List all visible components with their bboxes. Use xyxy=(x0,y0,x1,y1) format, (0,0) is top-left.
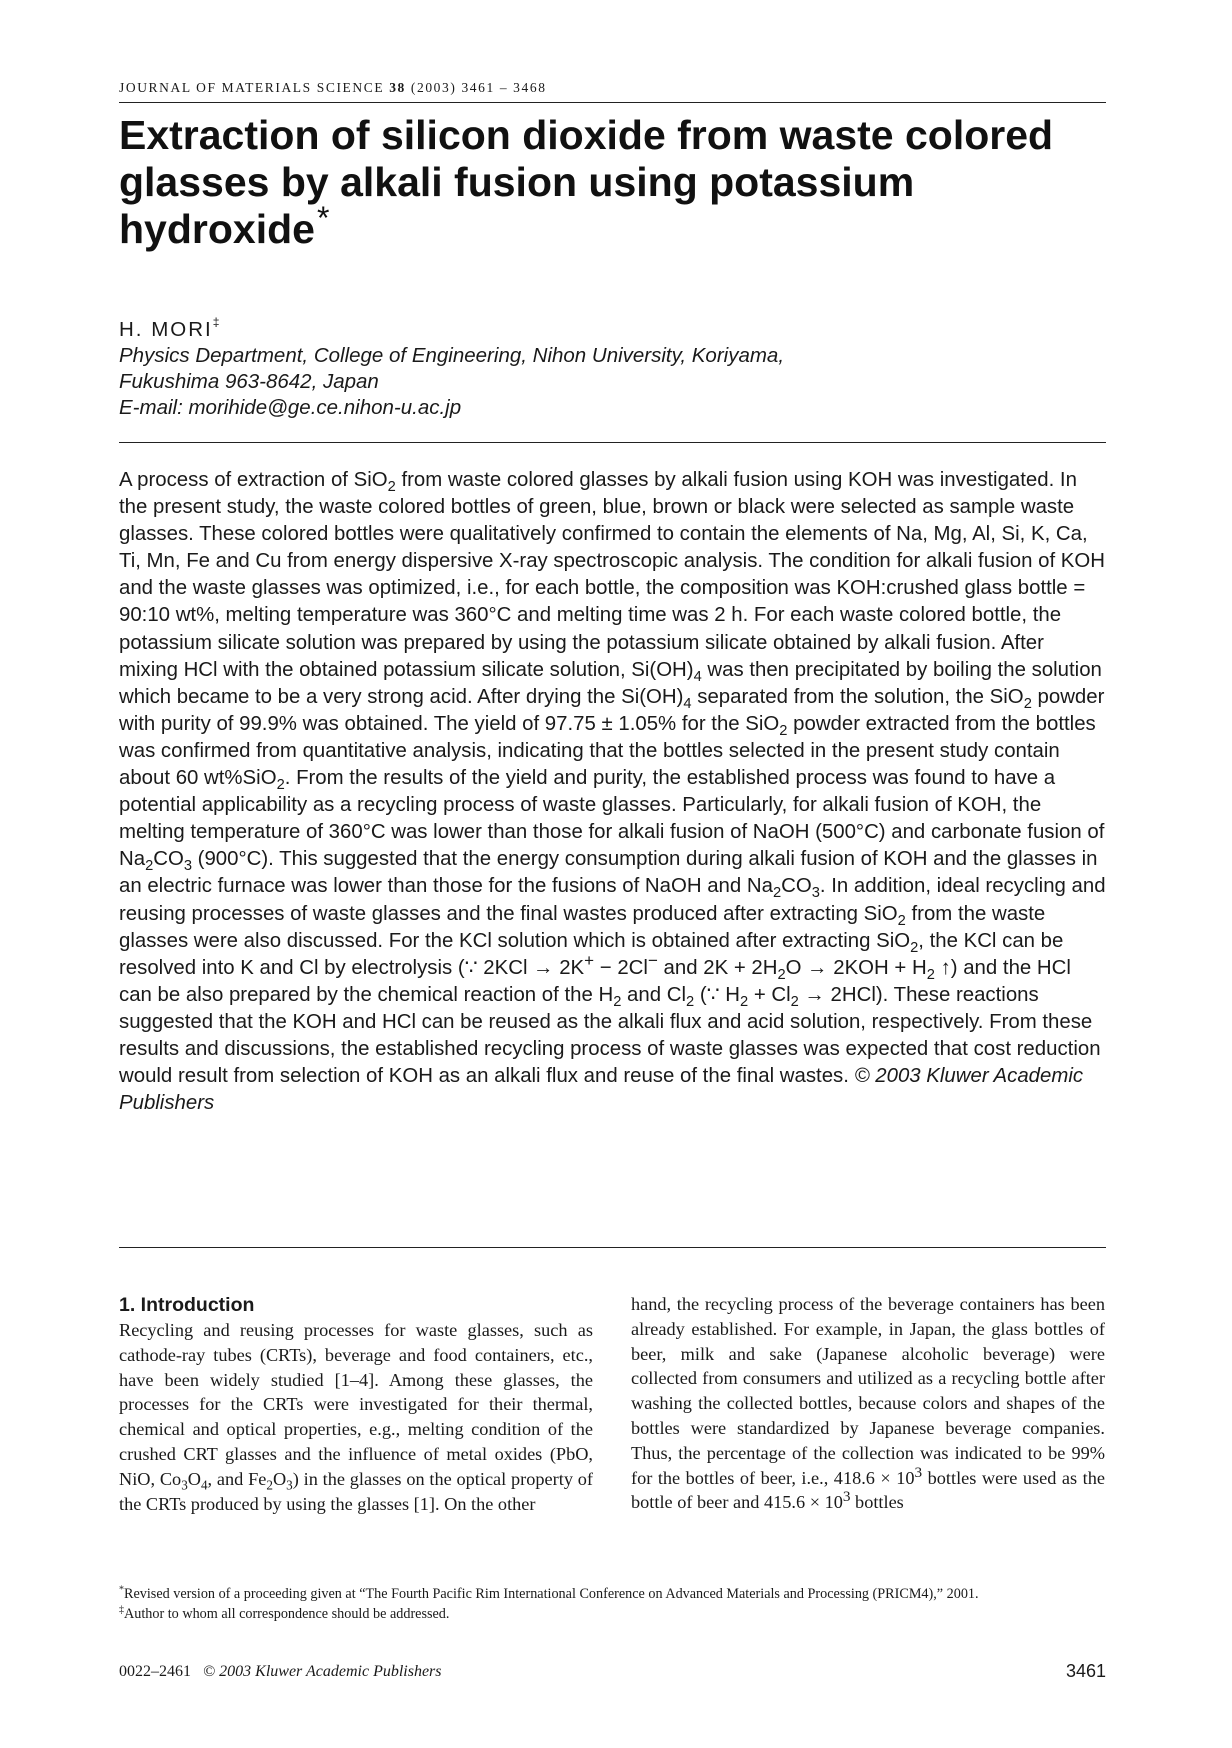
abstract-text: A process of extraction of SiO$_2$ from waste colored glasses by alkali fusion using KOH was investigated. In the present study, the waste colored bottles of green, blue, brown or black were selected as sample waste glasses. These colored bottles were qualitatively confirmed to contain the elements of Na, Mg, Al, Si, K, Ca, Ti, Mn, Fe and Cu from energy dispersive X-ray spectroscopic analysis. The condition for alkali fusion of KOH and the waste glasses was optimized, i.e., for each bottle, the composition was KOH:crushed glass bottle = 90:10 wt%, melting temperature was 360°C and melting time was 2 h. For each waste colored bottle, the potassium silicate solution was prepared by using the potassium silicate obtained by alkali fusion. After mixing HCl with the obtained potassium silicate solution, $Si(OH)_4$ was then precipitated by boiling the solution which became to be a very strong acid. After drying the $Si(OH)_4$ separated from the solution, the SiO$_2$ powder with purity of 99.9% was obtained. The yield of 97.75 ± 1.05% for the SiO$_2$ powder extracted from the bottles was confirmed from quantitative analysis, indicating that the bottles selected in the present study contain about 60 wt%SiO$_2$. From the results of the yield and purity, the established process was found to have a potential applicability as a recycling process of waste glasses. Particularly, for alkali fusion of KOH, the melting temperature of 360°C was lower than those for alkali fusion of NaOH (500°C) and carbonate fusion of $Na_2CO_3$ (900°C). This suggested that the energy consumption during alkali fusion of KOH and the glasses in an electric furnace was lower than those for the fusions of NaOH and $Na_2CO_3$. In addition, ideal recycling and reusing processes of waste glasses and the final wastes produced after extracting SiO$_2$ from the waste glasses were also discussed. For the KCl solution which is obtained after extracting SiO$_2$, the KCl can be resolved into K and Cl by electrolysis (∵ 2KCl → 2K+ − 2Cl− and $2K + 2H_2O \to 2KOH + H_2$ ↑) and the HCl can be also prepared by the chemical reaction of the $H_2$ and $Cl_2$ (∵ $H_2 + Cl_2 \to 2HCl$). These reactions suggested that the KOH and HCl can be reused as the alkali flux and acid solution, respectively. From these results and discussions, the established recycling process of waste glasses was expected that cost reduction would result from selection of KOH as an alkali flux and reuse of the final wastes. xyxy=(119,469,1106,1088)
paper-title-text: Extraction of silicon dioxide from waste colored glasses by alkali fusion using potassium hydroxide xyxy=(119,112,1054,252)
footer-issn xyxy=(119,1663,442,1681)
author-email[interactable]: E-mail: morihide@ge.ce.nihon-u.ac.jp xyxy=(119,396,462,419)
abstract xyxy=(119,467,1106,1117)
author-footnote-mark: ‡ xyxy=(212,315,220,330)
page-number: 3461 xyxy=(1065,1661,1106,1681)
journal-year: (2003) xyxy=(410,80,457,95)
journal-pages: 3461 – 3468 xyxy=(461,80,547,95)
intro-text-right: hand, the recycling process of the beverage containers has been already established. For example, in Japan, the glass bottles of beer, milk and sake (Japanese alcoholic beverage) were collected from consumers and utilized as a recycling bottle after washing the collected bottles, because colors and shapes of the bottles were standardized by Japanese beverage companies. Thus, the percentage of the collection was indicated to be 99% for the bottles of beer, i.e., $418.6 \times 10^3$ bottles were used as the bottle of beer and $415.6 \times 10^3$ bottles xyxy=(631,1294,1105,1513)
footnote-revised: *Revised version of a proceeding given at “The Fourth Pacific Rim International Conference on Advanced Materials and Processing (PRICM4),” 2001. xyxy=(119,1584,979,1602)
footnote-correspondence: ‡Author to whom all correspondence should be addressed. xyxy=(119,1604,450,1622)
body-column-left xyxy=(119,1292,593,1516)
journal-name: JOURNAL OF MATERIALS SCIENCE xyxy=(119,80,385,95)
body-column-right xyxy=(631,1292,1105,1515)
author-name xyxy=(119,317,1106,343)
paper-title xyxy=(119,112,1119,256)
footnotes xyxy=(119,1584,1106,1624)
divider-bottom xyxy=(119,1247,1106,1248)
divider-top xyxy=(119,442,1106,443)
footer-copyright: © 2003 Kluwer Academic Publishers xyxy=(203,1663,442,1680)
affiliation-line-1: Physics Department, College of Engineering, Nihon University, Koriyama, xyxy=(119,344,785,367)
journal-volume: 38 xyxy=(389,80,406,95)
author-block xyxy=(119,317,1106,421)
intro-text-left: Recycling and reusing processes for waste glasses, such as cathode-ray tubes (CRTs), beverage and food containers, etc., have been widely studied [1–4]. Among these glasses, the processes for the CRTs were investigated for their thermal, chemical and optical properties, e.g., melting condition of the crushed CRT glasses and the influence of metal oxides (PbO, NiO, $Co_3O_4$, and $Fe_2O_3$) in the glasses on the optical property of the CRTs produced by using the glasses [1]. On the other xyxy=(119,1320,593,1514)
abstract-copyright: © 2003 Kluwer Academic Publishers xyxy=(119,1065,1084,1115)
author-name-text: H. MORI xyxy=(119,318,213,341)
section-heading: 1. Introduction xyxy=(119,1294,255,1316)
affiliation-line-2: Fukushima 963-8642, Japan xyxy=(119,370,379,393)
running-head xyxy=(119,80,1106,103)
issn-number: 0022–2461 xyxy=(119,1663,191,1680)
title-footnote-mark: * xyxy=(316,200,330,236)
